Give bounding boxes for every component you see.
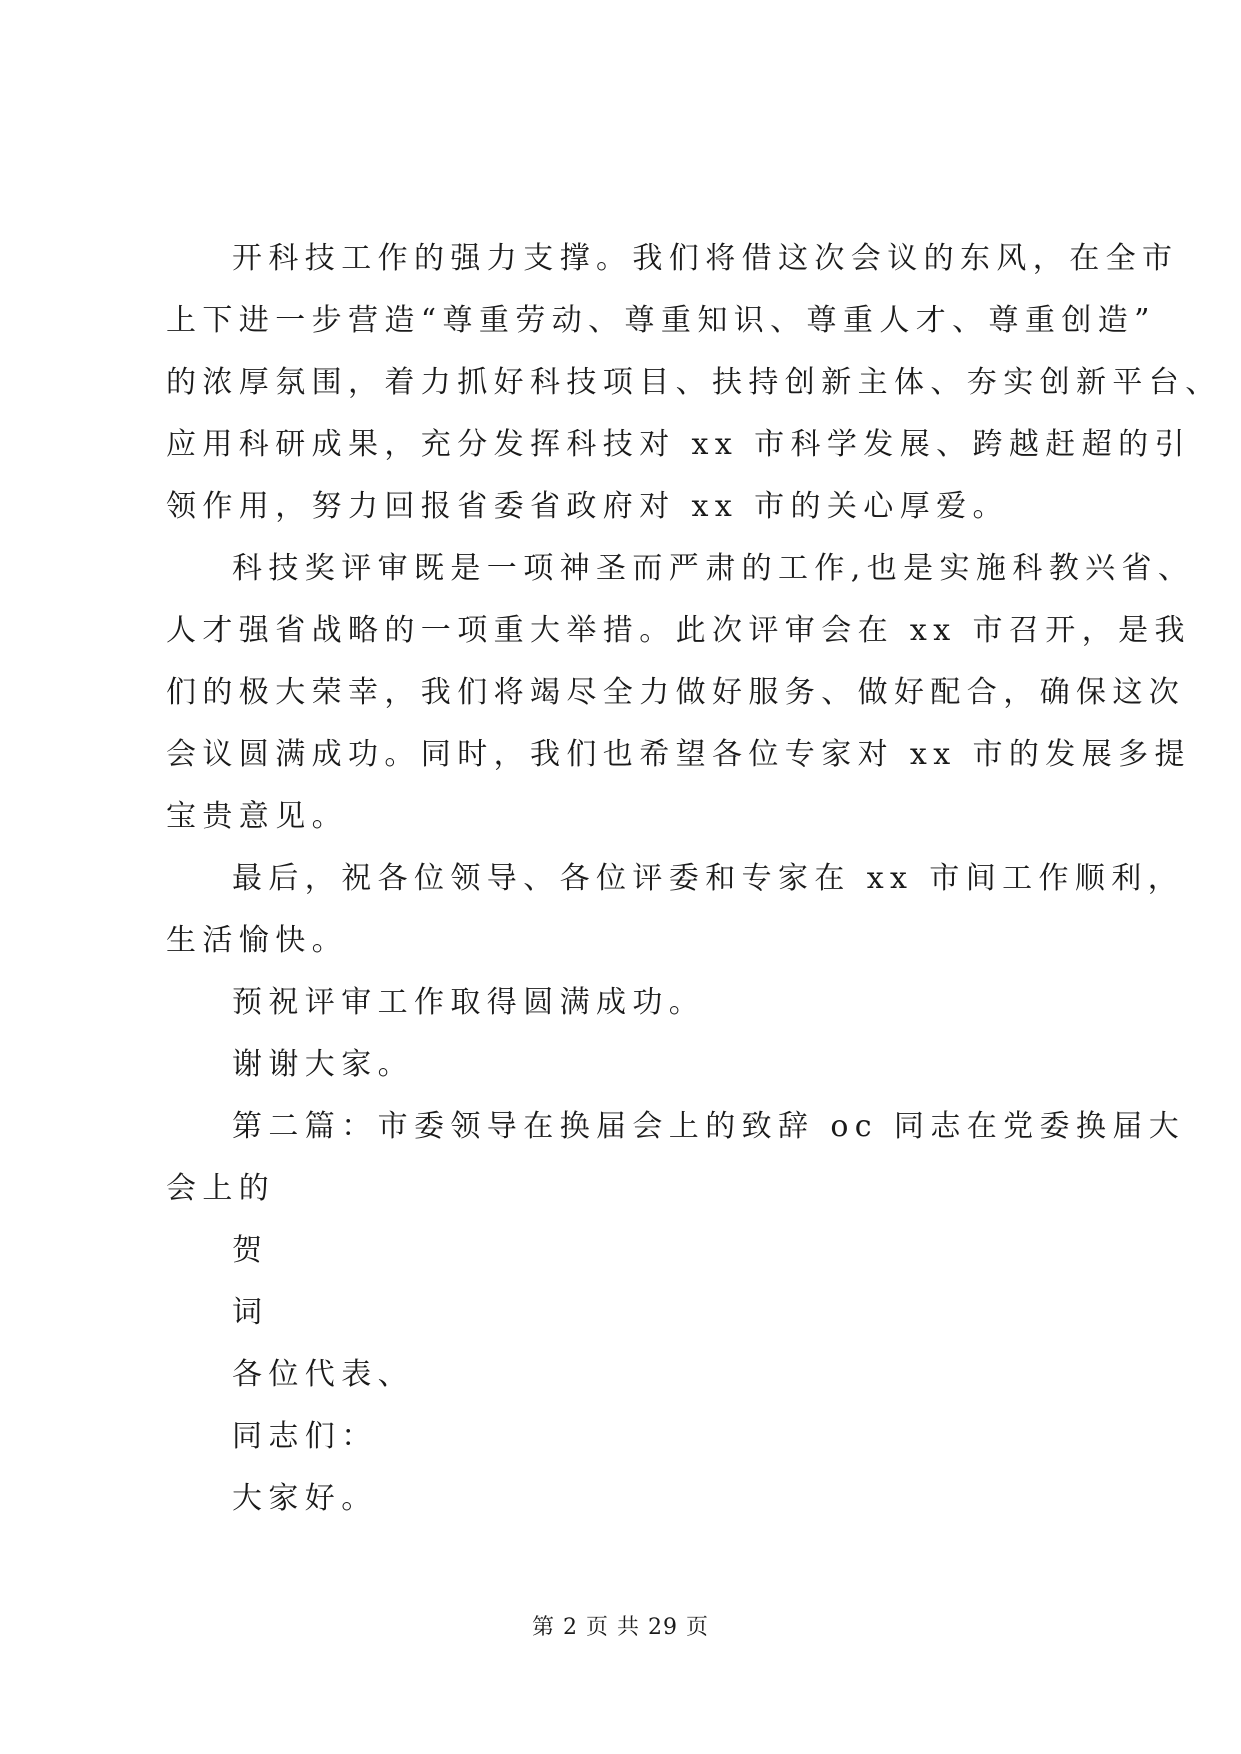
section-heading: 第二篇：市委领导在换届会上的致辞 oc 同志在党委换届大 (232, 1109, 1186, 1144)
text-line: 最后，祝各位领导、各位评委和专家在 xx 市间工作顺利， (232, 861, 1185, 896)
section-heading-continued: 会上的 (166, 1171, 276, 1206)
text-line: 应用科研成果，充分发挥科技对 xx 市科学发展、跨越赶超的引 (166, 427, 1191, 462)
text-line: 们的极大荣幸，我们将竭尽全力做好服务、做好配合，确保这次 (166, 675, 1186, 710)
text-line: 大家好。 (232, 1481, 378, 1516)
text-line: 宝贵意见。 (166, 799, 348, 834)
text-line: 谢谢大家。 (232, 1047, 414, 1082)
text-line: 词 (232, 1295, 269, 1330)
text-line: 贺 (232, 1233, 269, 1268)
document-body (166, 228, 1222, 1530)
text-line: 生活愉快。 (166, 923, 348, 958)
text-line: 开科技工作的强力支撑。我们将借这次会议的东风，在全市 (232, 241, 1179, 276)
text-line: 领作用，努力回报省委省政府对 xx 市的关心厚爱。 (166, 489, 1009, 524)
text-line: 会议圆满成功。同时，我们也希望各位专家对 xx 市的发展多提 (166, 737, 1191, 772)
text-line: 各位代表、 (232, 1357, 414, 1392)
text-line: 同志们： (232, 1419, 378, 1454)
page-number-footer: 第 2 页 共 29 页 (532, 1615, 709, 1640)
text-line: 人才强省战略的一项重大举措。此次评审会在 xx 市召开，是我 (166, 613, 1191, 648)
text-line: 预祝评审工作取得圆满成功。 (232, 985, 706, 1020)
text-line: 科技奖评审既是一项神圣而严肃的工作,也是实施科教兴省、 (232, 551, 1195, 586)
text-line: 的浓厚氛围，着力抓好科技项目、扶持创新主体、夯实创新平台、 (166, 365, 1222, 400)
text-line: 上下进一步营造“尊重劳动、尊重知识、尊重人才、尊重创造” (166, 303, 1156, 338)
